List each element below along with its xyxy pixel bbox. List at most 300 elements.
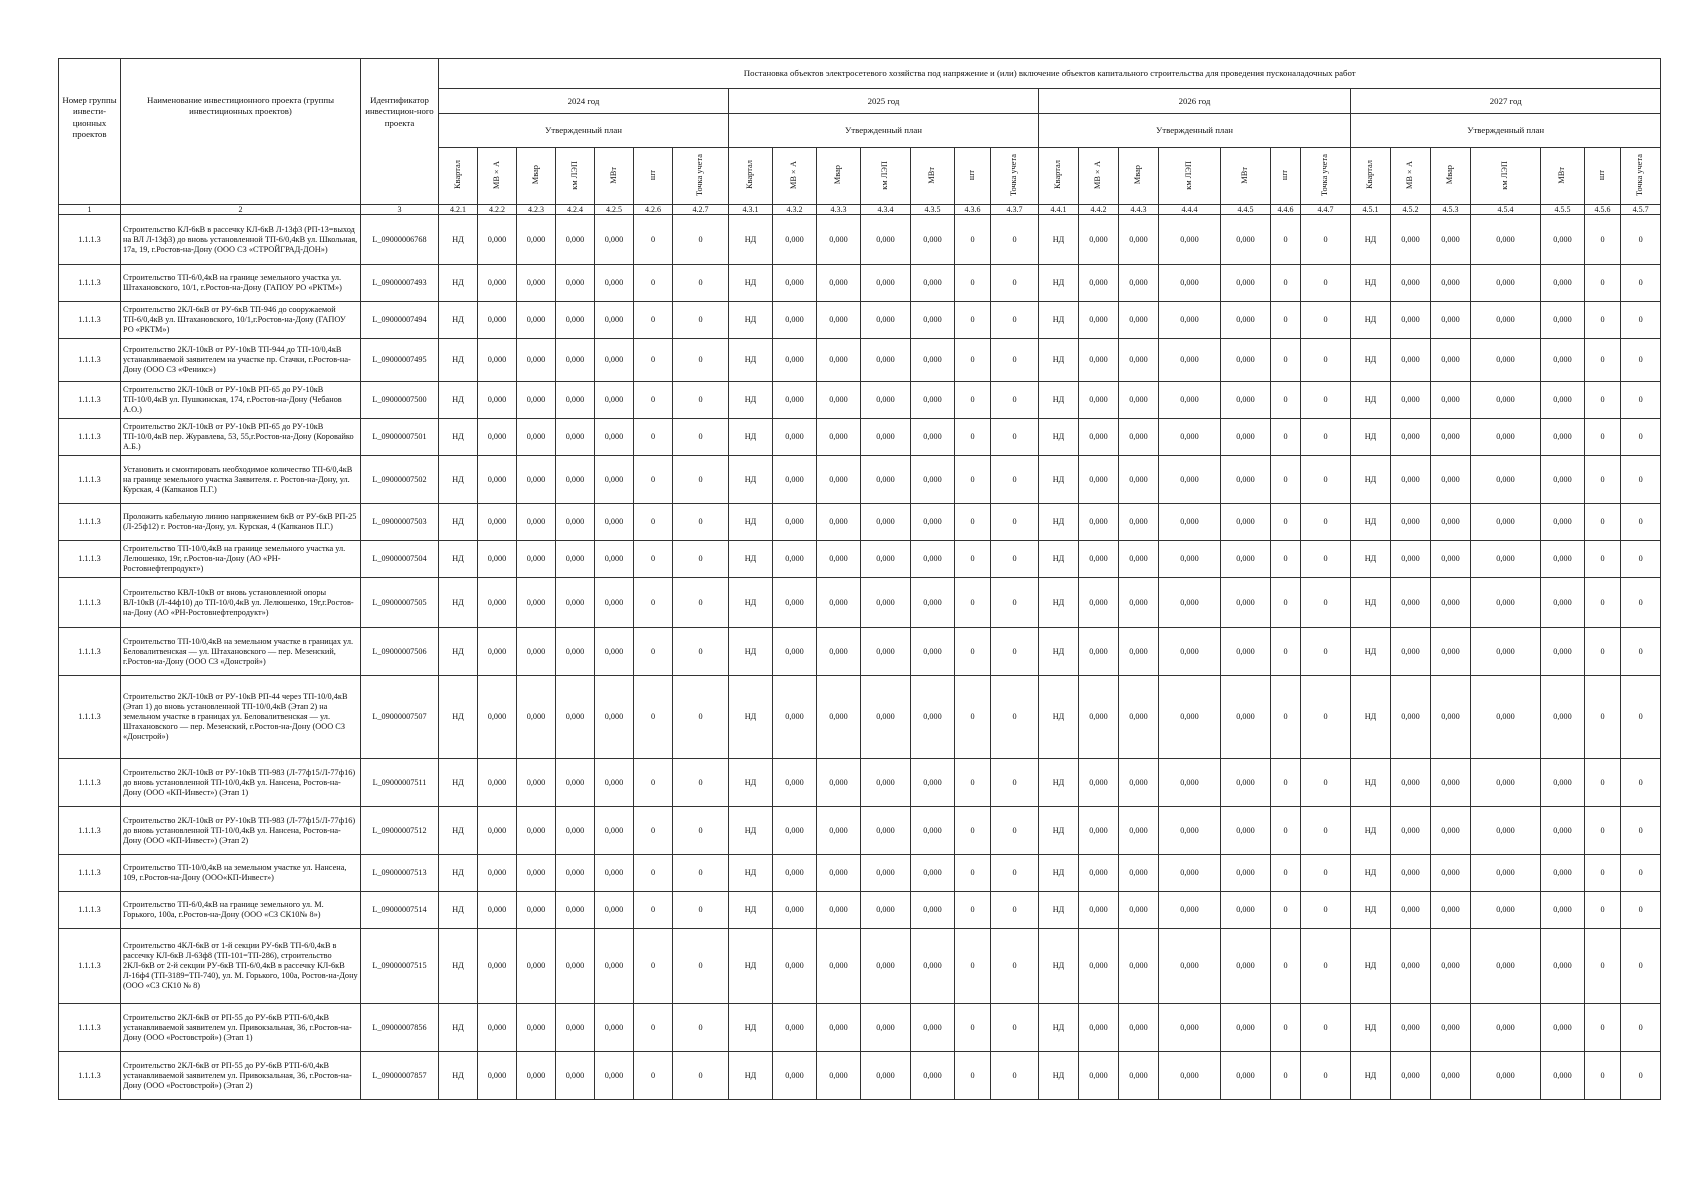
row-value-cell: 0,000: [773, 892, 817, 929]
row-value-cell: 0,000: [1221, 759, 1271, 807]
row-value-cell: 0: [1621, 628, 1661, 676]
row-value-cell: 0,000: [1119, 419, 1159, 456]
row-value-cell: НД: [439, 807, 478, 855]
row-value-cell: 0: [673, 215, 729, 265]
row-project-name: Строительство 2КЛ-10кВ от РУ-10кВ ТП-944 до ТП-10/0,4кВ устанавливаемой заявителем на участке пр. Стачки, г.Ростов-на-Дону (ООО СЗ «Феникс»): [121, 339, 361, 382]
unit-header-label: Квартал: [452, 160, 462, 190]
row-project-id: L_09000007507: [361, 676, 439, 759]
row-value-cell: 0,000: [817, 339, 861, 382]
row-value-cell: 0,000: [1159, 929, 1221, 1004]
unit-header: [595, 148, 634, 205]
row-group-number: 1.1.1.3: [59, 1052, 121, 1100]
row-value-cell: 0,000: [911, 382, 955, 419]
unit-header-label: Квартал: [745, 160, 755, 190]
row-value-cell: НД: [729, 1052, 773, 1100]
table-row: [59, 265, 1661, 302]
row-value-cell: 0,000: [911, 419, 955, 456]
row-value-cell: 0,000: [861, 578, 911, 628]
row-value-cell: 0,000: [1431, 302, 1471, 339]
row-value-cell: 0,000: [556, 578, 595, 628]
row-value-cell: 0,000: [861, 265, 911, 302]
row-project-name: Проложить кабельную линию напряжением 6кВ от РУ-6кВ РП-25 (Л-25ф12) г. Ростов-на-Дону, ул. Курская, 4 (Капканов П.Г.): [121, 504, 361, 541]
row-value-cell: 0,000: [1079, 628, 1119, 676]
row-value-cell: 0,000: [911, 855, 955, 892]
row-value-cell: 0,000: [517, 302, 556, 339]
table-row: [59, 578, 1661, 628]
row-value-cell: 0: [1621, 541, 1661, 578]
unit-header-label: МВ×А: [1093, 160, 1103, 189]
row-value-cell: 0: [1621, 929, 1661, 1004]
row-value-cell: 0,000: [1471, 892, 1541, 929]
row-value-cell: НД: [1351, 855, 1391, 892]
row-value-cell: 0,000: [1541, 302, 1585, 339]
row-value-cell: 0,000: [1431, 892, 1471, 929]
row-value-cell: 0,000: [478, 929, 517, 1004]
row-group-number: 1.1.1.3: [59, 628, 121, 676]
row-value-cell: 0,000: [817, 1052, 861, 1100]
row-value-cell: 0,000: [1159, 578, 1221, 628]
unit-header: [1351, 148, 1391, 205]
row-value-cell: 0: [991, 504, 1039, 541]
row-value-cell: НД: [729, 382, 773, 419]
row-value-cell: 0,000: [911, 628, 955, 676]
unit-header: [1585, 148, 1621, 205]
row-value-cell: 0,000: [773, 929, 817, 1004]
row-value-cell: 0,000: [911, 807, 955, 855]
row-value-cell: 0: [1621, 892, 1661, 929]
row-value-cell: 0,000: [595, 456, 634, 504]
row-value-cell: 0,000: [773, 456, 817, 504]
row-value-cell: 0,000: [1391, 265, 1431, 302]
row-value-cell: 0,000: [1391, 807, 1431, 855]
row-value-cell: 0,000: [1541, 855, 1585, 892]
row-value-cell: 0: [991, 628, 1039, 676]
row-value-cell: 0,000: [773, 855, 817, 892]
row-value-cell: 0,000: [861, 456, 911, 504]
row-value-cell: НД: [1039, 759, 1079, 807]
row-value-cell: 0: [1271, 676, 1301, 759]
row-value-cell: 0,000: [861, 382, 911, 419]
row-value-cell: 0,000: [595, 578, 634, 628]
row-value-cell: 0,000: [817, 419, 861, 456]
row-value-cell: 0,000: [556, 929, 595, 1004]
column-code: 4.2.2: [478, 205, 517, 215]
row-value-cell: 0,000: [1079, 339, 1119, 382]
row-value-cell: 0,000: [861, 215, 911, 265]
row-value-cell: 0,000: [556, 265, 595, 302]
row-value-cell: 0: [634, 807, 673, 855]
row-value-cell: 0,000: [478, 1004, 517, 1052]
row-project-name: Строительство 2КЛ-6кВ от РП-55 до РУ-6кВ РТП-6/0,4кВ устанавливаемой заявителем ул. Привокзальная, 36, г.Ростов-на-Дону (ООО «Ростовстрой») (Этап 1): [121, 1004, 361, 1052]
row-project-id: L_09000007513: [361, 855, 439, 892]
row-value-cell: 0,000: [1471, 265, 1541, 302]
row-value-cell: 0,000: [817, 628, 861, 676]
row-value-cell: 0,000: [773, 302, 817, 339]
row-value-cell: 0,000: [517, 504, 556, 541]
row-value-cell: НД: [439, 419, 478, 456]
row-value-cell: 0: [1621, 419, 1661, 456]
row-value-cell: 0: [673, 382, 729, 419]
row-value-cell: 0,000: [1119, 382, 1159, 419]
row-value-cell: 0: [1301, 302, 1351, 339]
row-value-cell: 0,000: [595, 302, 634, 339]
row-value-cell: 0,000: [556, 1052, 595, 1100]
row-value-cell: 0,000: [1431, 929, 1471, 1004]
row-value-cell: 0: [1301, 419, 1351, 456]
row-value-cell: 0,000: [1471, 759, 1541, 807]
row-value-cell: 0,000: [1221, 676, 1271, 759]
row-value-cell: 0,000: [1391, 676, 1431, 759]
row-value-cell: 0: [1271, 541, 1301, 578]
row-value-cell: 0: [991, 676, 1039, 759]
row-value-cell: 0,000: [817, 382, 861, 419]
col-project-id-header: Идентификатор инвестицион-ного проекта: [361, 59, 439, 205]
row-value-cell: НД: [439, 676, 478, 759]
row-value-cell: 0: [955, 807, 991, 855]
row-value-cell: 0,000: [861, 541, 911, 578]
row-value-cell: 0: [955, 628, 991, 676]
row-value-cell: 0: [634, 892, 673, 929]
row-value-cell: 0,000: [1159, 302, 1221, 339]
unit-header-label: Квартал: [1365, 160, 1375, 190]
row-value-cell: 0: [673, 676, 729, 759]
row-value-cell: 0,000: [1391, 578, 1431, 628]
table-row: [59, 892, 1661, 929]
row-value-cell: 0,000: [556, 504, 595, 541]
row-value-cell: 0,000: [1119, 541, 1159, 578]
row-value-cell: 0,000: [1391, 759, 1431, 807]
row-value-cell: 0: [1271, 1052, 1301, 1100]
row-value-cell: НД: [729, 628, 773, 676]
unit-header-label: Мвар: [1445, 165, 1455, 185]
row-value-cell: 0,000: [911, 676, 955, 759]
row-value-cell: 0,000: [478, 504, 517, 541]
row-value-cell: 0: [1271, 265, 1301, 302]
row-value-cell: 0,000: [1079, 419, 1119, 456]
row-value-cell: 0: [1621, 456, 1661, 504]
row-value-cell: 0: [1301, 1004, 1351, 1052]
unit-header-label: Мвар: [1133, 165, 1143, 185]
row-value-cell: 0,000: [1391, 892, 1431, 929]
table-row: [59, 339, 1661, 382]
table-row: [59, 1004, 1661, 1052]
table-row: [59, 541, 1661, 578]
row-value-cell: 0,000: [1159, 265, 1221, 302]
row-value-cell: 0: [991, 456, 1039, 504]
row-value-cell: НД: [1039, 456, 1079, 504]
row-value-cell: 0,000: [556, 419, 595, 456]
row-value-cell: 0: [955, 456, 991, 504]
unit-header: [556, 148, 595, 205]
row-value-cell: 0,000: [1391, 1004, 1431, 1052]
row-value-cell: 0: [1621, 215, 1661, 265]
row-value-cell: 0,000: [1471, 504, 1541, 541]
row-project-name: Строительство 2КЛ-10кВ от РУ-10кВ РП-65 до РУ-10кВ ТП-10/0,4кВ пер. Журавлева, 53, 55,г.Ростов-на-Дону (Коровайко А.Б.): [121, 419, 361, 456]
unit-header-label: МВт: [608, 166, 618, 184]
row-value-cell: 0,000: [1221, 541, 1271, 578]
row-value-cell: 0,000: [556, 759, 595, 807]
row-value-cell: НД: [729, 504, 773, 541]
unit-header: [729, 148, 773, 205]
row-value-cell: 0,000: [1119, 302, 1159, 339]
row-value-cell: 0,000: [1471, 541, 1541, 578]
column-code: 4.3.1: [729, 205, 773, 215]
unit-header-label: Мвар: [833, 165, 843, 185]
row-value-cell: НД: [439, 1052, 478, 1100]
row-project-name: Строительство 2КЛ-6кВ от РП-55 до РУ-6кВ РТП-6/0,4кВ устанавливаемой заявителем ул. Привокзальная, 36, г.Ростов-на-Дону (ООО «Ростовстрой») (Этап 2): [121, 1052, 361, 1100]
row-value-cell: НД: [729, 855, 773, 892]
row-value-cell: 0,000: [1541, 1004, 1585, 1052]
row-value-cell: НД: [729, 419, 773, 456]
unit-header-label: МВт: [927, 166, 937, 184]
unit-header: [1471, 148, 1541, 205]
row-value-cell: 0: [955, 215, 991, 265]
row-value-cell: 0: [991, 215, 1039, 265]
row-value-cell: 0: [955, 1052, 991, 1100]
row-value-cell: НД: [1351, 892, 1391, 929]
column-code: 4.5.1: [1351, 205, 1391, 215]
row-value-cell: 0: [991, 265, 1039, 302]
row-value-cell: 0,000: [595, 265, 634, 302]
row-value-cell: 0,000: [556, 382, 595, 419]
unit-header: [439, 148, 478, 205]
row-value-cell: 0,000: [1079, 578, 1119, 628]
row-value-cell: 0,000: [1431, 215, 1471, 265]
row-value-cell: НД: [1351, 215, 1391, 265]
row-value-cell: НД: [1351, 578, 1391, 628]
row-value-cell: 0,000: [1221, 339, 1271, 382]
row-value-cell: 0: [1271, 759, 1301, 807]
row-value-cell: 0,000: [1079, 892, 1119, 929]
row-project-name: Строительство ТП-6/0,4кВ на границе земельного ул. М. Горького, 100а, г.Ростов-на-Дону (ООО «СЗ СК10№ 8»): [121, 892, 361, 929]
row-value-cell: 0,000: [773, 504, 817, 541]
row-value-cell: 0,000: [517, 419, 556, 456]
row-value-cell: 0,000: [1159, 215, 1221, 265]
row-value-cell: НД: [1039, 265, 1079, 302]
row-value-cell: НД: [1351, 1004, 1391, 1052]
row-value-cell: 0,000: [817, 676, 861, 759]
row-project-id: L_09000007493: [361, 265, 439, 302]
row-project-id: L_09000007504: [361, 541, 439, 578]
row-value-cell: 0: [634, 676, 673, 759]
row-value-cell: 0,000: [1119, 807, 1159, 855]
column-code: 4.3.4: [861, 205, 911, 215]
row-value-cell: 0: [673, 1004, 729, 1052]
column-code: 4.3.2: [773, 205, 817, 215]
row-value-cell: 0: [991, 892, 1039, 929]
row-value-cell: 0,000: [1431, 456, 1471, 504]
row-project-id: L_09000007857: [361, 1052, 439, 1100]
row-value-cell: 0,000: [911, 302, 955, 339]
column-code: 4.4.4: [1159, 205, 1221, 215]
row-group-number: 1.1.1.3: [59, 807, 121, 855]
row-value-cell: 0: [1271, 892, 1301, 929]
row-value-cell: 0,000: [517, 1004, 556, 1052]
unit-header: [1159, 148, 1221, 205]
row-value-cell: 0: [634, 456, 673, 504]
column-code: 4.2.4: [556, 205, 595, 215]
row-value-cell: НД: [729, 541, 773, 578]
row-project-id: L_09000007501: [361, 419, 439, 456]
row-value-cell: 0,000: [595, 676, 634, 759]
row-value-cell: 0,000: [595, 382, 634, 419]
row-project-id: L_09000007512: [361, 807, 439, 855]
row-value-cell: 0: [955, 759, 991, 807]
row-project-id: L_09000007494: [361, 302, 439, 339]
row-value-cell: 0,000: [1119, 892, 1159, 929]
row-value-cell: 0: [1621, 302, 1661, 339]
row-value-cell: 0: [1585, 759, 1621, 807]
row-value-cell: 0: [1271, 628, 1301, 676]
unit-header-label: км ЛЭП: [880, 160, 890, 190]
row-value-cell: 0: [1585, 676, 1621, 759]
year-header: 2026 год: [1039, 89, 1351, 114]
row-value-cell: 0,000: [1471, 578, 1541, 628]
row-value-cell: 0: [634, 1052, 673, 1100]
row-value-cell: 0,000: [517, 929, 556, 1004]
unit-header: [1039, 148, 1079, 205]
row-value-cell: НД: [729, 578, 773, 628]
row-value-cell: 0,000: [1471, 339, 1541, 382]
row-value-cell: 0,000: [911, 892, 955, 929]
row-value-cell: 0: [673, 302, 729, 339]
row-value-cell: 0: [955, 419, 991, 456]
investment-table: [58, 58, 1661, 1100]
row-value-cell: 0,000: [861, 628, 911, 676]
investment-table-sheet: [58, 58, 1649, 1100]
row-group-number: 1.1.1.3: [59, 504, 121, 541]
row-value-cell: 0,000: [911, 456, 955, 504]
unit-header: [673, 148, 729, 205]
row-value-cell: 0,000: [911, 1004, 955, 1052]
row-value-cell: НД: [1351, 302, 1391, 339]
row-value-cell: 0,000: [1119, 504, 1159, 541]
row-value-cell: 0: [955, 382, 991, 419]
row-value-cell: НД: [1039, 892, 1079, 929]
row-value-cell: 0: [1301, 929, 1351, 1004]
row-project-id: L_09000007514: [361, 892, 439, 929]
row-value-cell: 0,000: [517, 807, 556, 855]
row-value-cell: 0,000: [517, 541, 556, 578]
row-value-cell: 0,000: [1079, 676, 1119, 759]
row-value-cell: 0: [955, 1004, 991, 1052]
row-value-cell: 0,000: [595, 1004, 634, 1052]
row-value-cell: 0,000: [478, 265, 517, 302]
row-value-cell: 0: [1301, 807, 1351, 855]
row-value-cell: НД: [1039, 1052, 1079, 1100]
row-value-cell: 0,000: [1221, 855, 1271, 892]
row-value-cell: 0,000: [1221, 504, 1271, 541]
row-value-cell: 0,000: [1471, 628, 1541, 676]
row-value-cell: 0: [673, 504, 729, 541]
row-value-cell: 0: [955, 855, 991, 892]
row-value-cell: 0: [634, 339, 673, 382]
unit-header-label: МВ×А: [1405, 160, 1415, 189]
row-project-name: Строительство 2КЛ-10кВ от РУ-10кВ РП-65 до РУ-10кВ ТП-10/0,4кВ ул. Пушкинская, 174, г.Ростов-на-Дону (Чебанов А.О.): [121, 382, 361, 419]
row-value-cell: 0: [1271, 1004, 1301, 1052]
row-value-cell: НД: [1039, 215, 1079, 265]
row-project-id: L_09000006768: [361, 215, 439, 265]
unit-header: [1431, 148, 1471, 205]
row-value-cell: 0,000: [517, 676, 556, 759]
row-value-cell: 0,000: [817, 1004, 861, 1052]
row-value-cell: НД: [1351, 759, 1391, 807]
row-value-cell: 0: [991, 1052, 1039, 1100]
row-value-cell: 0: [1271, 302, 1301, 339]
row-value-cell: 0,000: [1431, 807, 1471, 855]
row-value-cell: 0: [1621, 339, 1661, 382]
row-value-cell: 0,000: [1541, 578, 1585, 628]
unit-header-label: шт: [1597, 169, 1607, 180]
row-project-name: Строительство 2КЛ-10кВ от РУ-10кВ РП-44 через ТП-10/0,4кВ (Этап 1) до вновь установленной ТП-10/0,4кВ (Этап 2) на земельном участке в границах ул. Беловалитвенская — ул. Штахановского — пер. Мезенский, г.Ростов-на-Дону (ООО СЗ «Донстрой»): [121, 676, 361, 759]
row-value-cell: 0,000: [517, 339, 556, 382]
row-value-cell: 0,000: [595, 929, 634, 1004]
row-value-cell: 0: [1271, 419, 1301, 456]
row-value-cell: 0,000: [595, 1052, 634, 1100]
row-value-cell: 0,000: [861, 1004, 911, 1052]
row-value-cell: 0,000: [1471, 1052, 1541, 1100]
row-group-number: 1.1.1.3: [59, 265, 121, 302]
row-value-cell: 0,000: [773, 628, 817, 676]
row-value-cell: 0,000: [556, 302, 595, 339]
year-header: 2024 год: [439, 89, 729, 114]
unit-header-label: шт: [647, 169, 657, 180]
row-value-cell: 0: [634, 578, 673, 628]
row-project-name: Строительство ТП-10/0,4кВ на земельном участке ул. Нансена, 109, г.Ростов-на-Дону (ООО«КП-Инвест»): [121, 855, 361, 892]
column-code: 4.2.3: [517, 205, 556, 215]
row-value-cell: 0: [991, 1004, 1039, 1052]
table-row: [59, 382, 1661, 419]
row-value-cell: НД: [1351, 456, 1391, 504]
row-value-cell: НД: [439, 929, 478, 1004]
row-project-id: L_09000007506: [361, 628, 439, 676]
row-value-cell: 0,000: [861, 1052, 911, 1100]
row-value-cell: 0,000: [911, 1052, 955, 1100]
row-value-cell: 0: [673, 578, 729, 628]
unit-header-label: Точка учета: [695, 153, 705, 196]
row-value-cell: НД: [1039, 419, 1079, 456]
row-value-cell: 0: [634, 541, 673, 578]
row-value-cell: 0: [1585, 504, 1621, 541]
row-value-cell: 0,000: [1079, 759, 1119, 807]
row-value-cell: 0,000: [773, 759, 817, 807]
row-value-cell: 0: [991, 807, 1039, 855]
row-value-cell: 0: [673, 929, 729, 1004]
row-value-cell: 0: [1585, 1052, 1621, 1100]
row-value-cell: 0: [673, 541, 729, 578]
row-value-cell: НД: [1039, 578, 1079, 628]
column-code: 4.2.7: [673, 205, 729, 215]
row-value-cell: 0,000: [1471, 929, 1541, 1004]
row-value-cell: 0,000: [517, 759, 556, 807]
row-value-cell: 0,000: [1079, 929, 1119, 1004]
row-value-cell: НД: [439, 855, 478, 892]
row-value-cell: 0,000: [1541, 929, 1585, 1004]
row-value-cell: 0,000: [911, 759, 955, 807]
row-value-cell: 0,000: [1221, 215, 1271, 265]
table-row: [59, 929, 1661, 1004]
row-project-id: L_09000007500: [361, 382, 439, 419]
row-value-cell: 0,000: [1431, 1052, 1471, 1100]
row-value-cell: 0: [1301, 1052, 1351, 1100]
table-row: [59, 628, 1661, 676]
row-value-cell: 0,000: [517, 456, 556, 504]
row-value-cell: 0,000: [556, 892, 595, 929]
row-value-cell: 0: [991, 382, 1039, 419]
row-value-cell: 0,000: [911, 578, 955, 628]
row-value-cell: 0: [1271, 578, 1301, 628]
row-value-cell: 0,000: [1471, 807, 1541, 855]
